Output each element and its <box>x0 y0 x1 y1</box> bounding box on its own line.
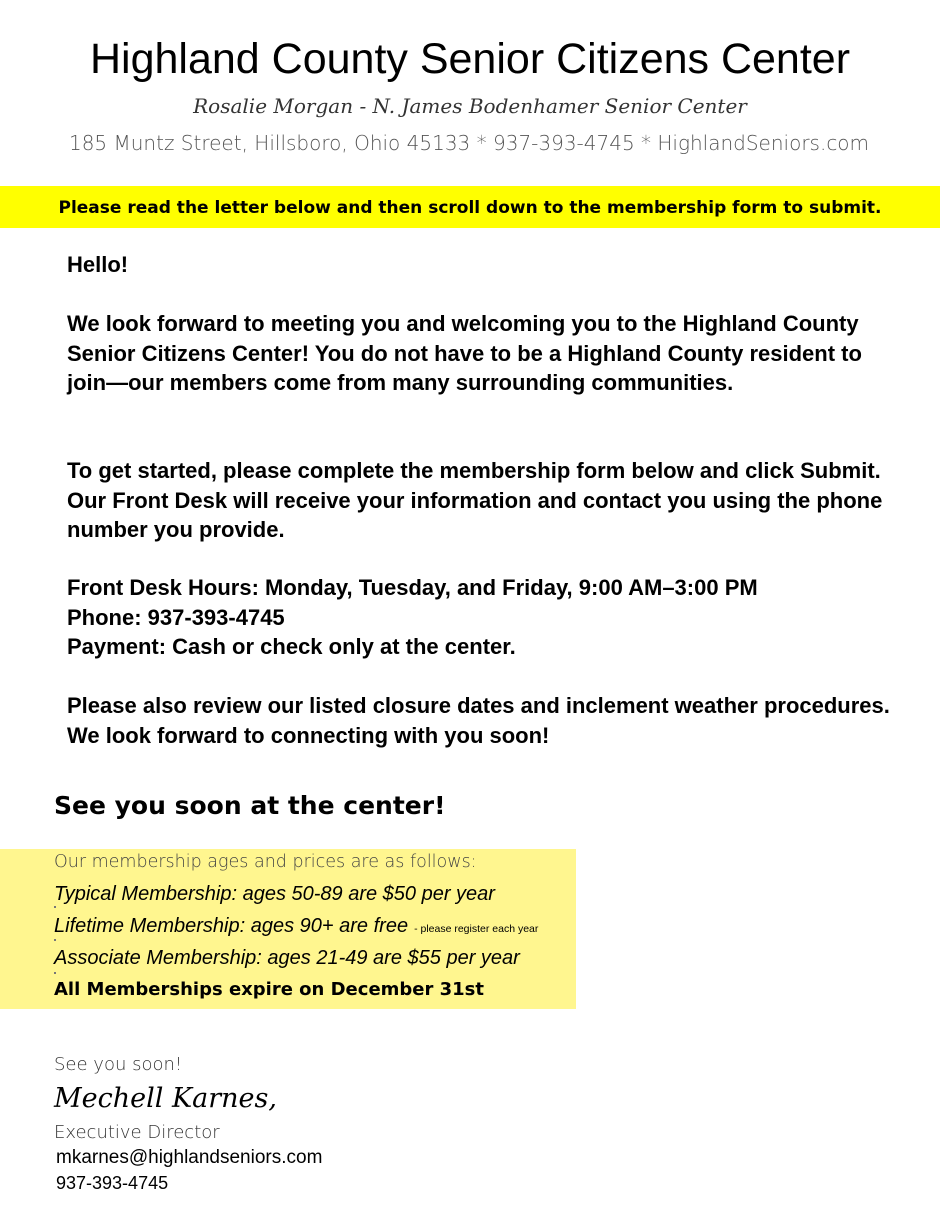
letter-paragraph-welcome: We look forward to meeting you and welcoming you to the Highland County Senior Citizens Center! You do not have to be a Highland County resident to join—our members come from many surrounding communities. <box>67 311 862 395</box>
director-signature: Mechell Karnes, <box>54 1083 277 1114</box>
membership-expire-notice: All Memberships expire on December 31st <box>54 979 485 1000</box>
letter-phone: Phone: 937-393-4745 <box>67 605 285 630</box>
letter-front-desk-hours: Front Desk Hours: Monday, Tuesday, and Friday, 9:00 AM–3:00 PM <box>67 575 758 600</box>
instruction-banner-text: Please read the letter below and then scroll down to the membership form to submit. <box>58 198 882 218</box>
membership-associate-text: Associate Membership: ages 21-49 are $55 per year <box>54 947 520 969</box>
bullet-dot <box>54 906 56 908</box>
membership-lifetime-note: - please register each year <box>414 923 539 935</box>
membership-typical-text: Typical Membership: ages 50-89 are $50 per year <box>54 883 495 905</box>
letter-paragraph-instructions: To get started, please complete the membership form below and click Submit. Our Front Desk will receive your information and contact you using the phone number you provide. <box>67 458 883 542</box>
membership-lifetime <box>54 912 538 943</box>
letter-paragraph-closures: Please also review our listed closure dates and inclement weather procedures. We look forward to connecting with you soon! <box>67 693 890 748</box>
welcome-letter <box>49 228 915 758</box>
membership-prices-intro: Our membership ages and prices are as follows: <box>54 852 477 872</box>
closing-sign-off: See you soon! <box>54 1054 183 1075</box>
center-address: 185 Muntz Street, Hillsboro, Ohio 45133 * 937-393-4745 * HighlandSeniors.com <box>68 131 870 155</box>
letter-greeting: Hello! <box>67 252 129 277</box>
membership-lifetime-text: Lifetime Membership: ages 90+ are free <box>54 915 409 937</box>
letter-payment: Payment: Cash or check only at the center. <box>67 634 516 659</box>
bullet-dot <box>54 972 56 974</box>
bullet-dot <box>54 939 56 941</box>
membership-typical <box>54 880 495 908</box>
director-title: Executive Director <box>54 1122 220 1143</box>
see-you-soon-heading: See you soon at the center! <box>54 791 446 820</box>
director-email[interactable]: mkarnes@highlandseniors.com <box>56 1147 323 1168</box>
director-phone: 937-393-4745 <box>56 1173 169 1193</box>
membership-associate <box>54 944 520 972</box>
center-title: Highland County Senior Citizens Center <box>89 35 851 83</box>
center-subtitle: Rosalie Morgan - N. James Bodenhamer Senior Center <box>193 94 747 118</box>
